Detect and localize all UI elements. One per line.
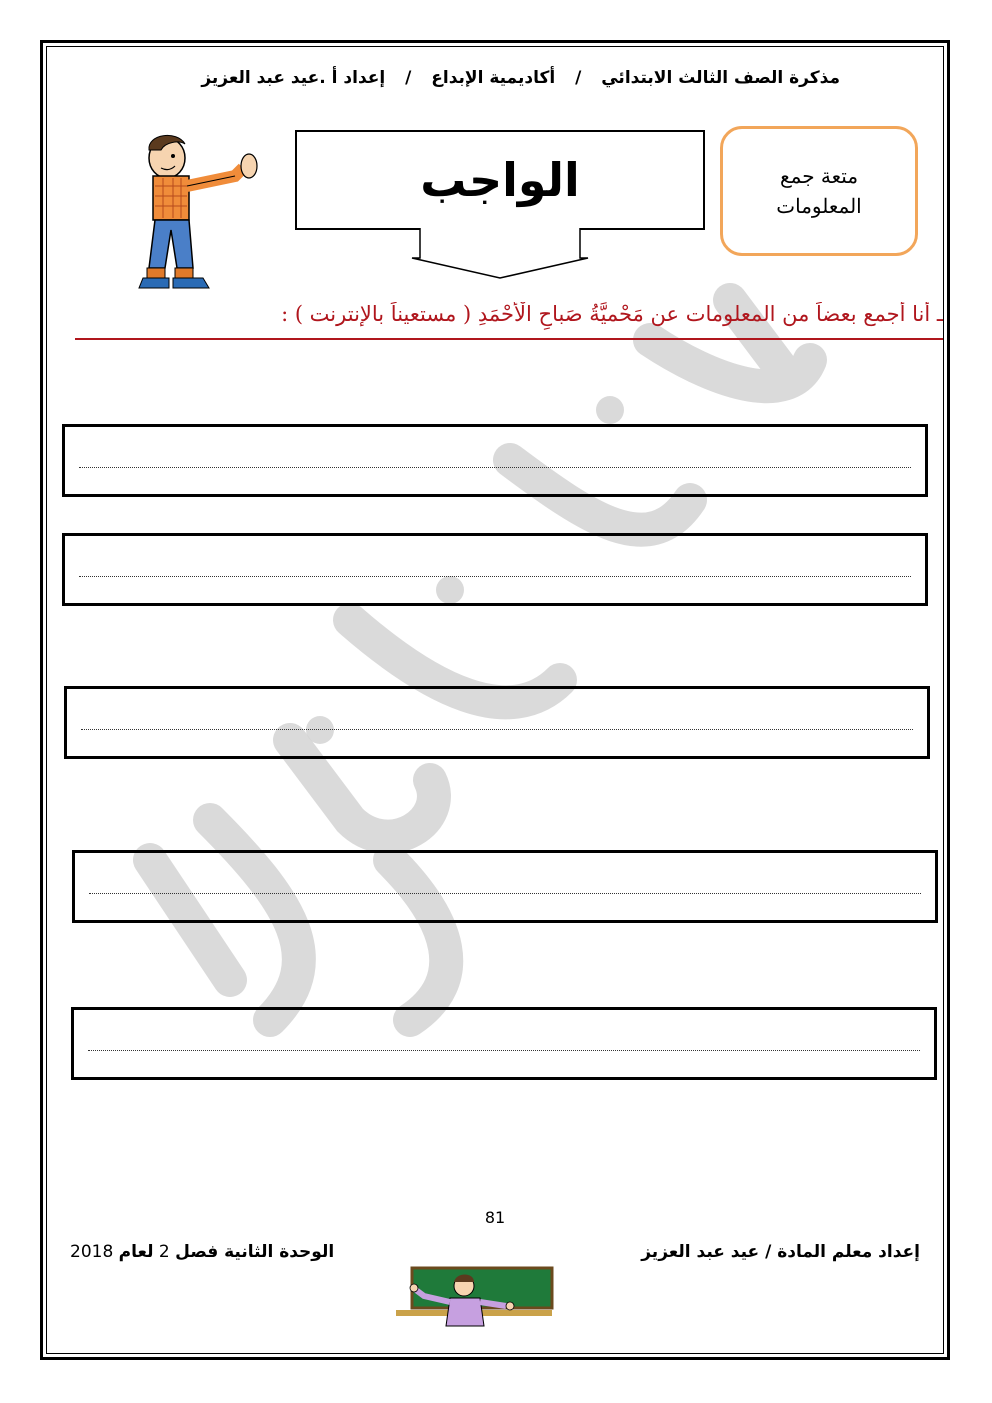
boy-illustration: [125, 128, 275, 296]
instruction-text: ـ أنا أجمع بعضاً من المعلومات عن مَحْميَّةُ صَباحِ الْأَحْمَدِ ( مستعيناً بالإنترنت ) :: [75, 302, 943, 340]
header-academy: أكاديمية الإبداع: [431, 68, 556, 88]
homework-title-box: [295, 130, 705, 230]
footer-term-number: 2: [158, 1242, 170, 1262]
footer-author: إعداد معلم المادة / عيد عبد العزيز: [641, 1242, 920, 1262]
header-separator: /: [405, 68, 412, 88]
answer-line[interactable]: [79, 466, 911, 468]
page-number: 81: [484, 1208, 506, 1227]
header-grade: مذكرة الصف الثالث الابتدائي: [601, 68, 840, 88]
footer-year-label: لعام: [118, 1242, 154, 1262]
answer-box[interactable]: [71, 1007, 937, 1080]
answer-box[interactable]: [62, 533, 928, 606]
footer-unit: [70, 1242, 370, 1262]
info-badge-line2: المعلومات: [776, 194, 862, 218]
answer-line[interactable]: [81, 728, 913, 730]
homework-title: الواجب: [420, 153, 580, 207]
down-arrow-icon: [410, 228, 590, 280]
header-author: إعداد أ .عيد عبد العزيز: [201, 68, 386, 88]
footer-year: 2018: [70, 1242, 114, 1262]
teacher-illustration: [394, 1266, 554, 1328]
info-badge: [720, 126, 918, 256]
answer-box[interactable]: [62, 424, 928, 497]
answer-line[interactable]: [79, 575, 911, 577]
answer-line[interactable]: [88, 1049, 920, 1051]
header-separator: /: [575, 68, 582, 88]
answer-box[interactable]: [72, 850, 938, 923]
header-line: [100, 68, 840, 98]
info-badge-line1: متعة جمع: [779, 164, 859, 188]
answer-line[interactable]: [89, 892, 921, 894]
footer-unit-label: الوحدة الثانية فصل: [175, 1242, 335, 1262]
answer-box[interactable]: [64, 686, 930, 759]
